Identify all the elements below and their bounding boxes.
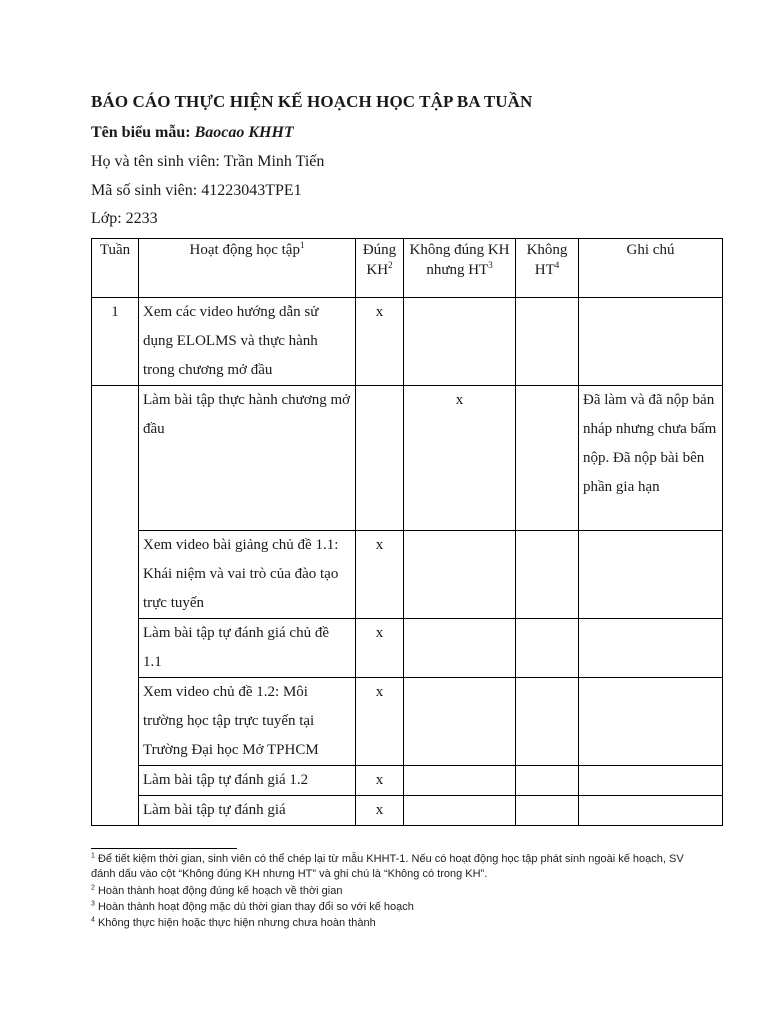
cell-not-done xyxy=(516,678,579,766)
cell-note xyxy=(579,766,723,796)
table-row xyxy=(92,678,723,766)
cell-on-plan: x xyxy=(356,298,404,386)
table-row xyxy=(92,766,723,796)
table-row xyxy=(92,531,723,619)
cell-note xyxy=(579,298,723,386)
cell-not-done xyxy=(516,796,579,826)
cell-note xyxy=(579,619,723,678)
form-name-line xyxy=(91,124,294,142)
cell-not-done xyxy=(516,766,579,796)
cell-on-plan: x xyxy=(356,531,404,619)
cell-week xyxy=(92,386,139,826)
cell-off-plan: x xyxy=(404,386,516,531)
footnote-4: $^4$ Không thực hiện hoặc thực hiện nhưng chưa hoàn thành xyxy=(91,916,376,929)
cell-week: 1 xyxy=(92,298,139,386)
footnote-divider xyxy=(91,848,237,849)
cell-activity: Xem các video hướng dẫn sử dụng ELOLMS và thực hành trong chương mở đầu xyxy=(139,298,356,386)
cell-note xyxy=(579,531,723,619)
table-row xyxy=(92,796,723,826)
header-off-plan: Không đúng KH nhưng $HT^3$ xyxy=(404,239,516,298)
cell-off-plan xyxy=(404,531,516,619)
student-name-line: Họ và tên sinh viên: Trần Minh Tiến xyxy=(91,153,325,170)
cell-not-done xyxy=(516,531,579,619)
cell-off-plan xyxy=(404,766,516,796)
cell-not-done xyxy=(516,386,579,531)
cell-activity: Xem video bài giảng chủ đề 1.1: Khái niệm và vai trò của đào tạo trực tuyến xyxy=(139,531,356,619)
table-row xyxy=(92,619,723,678)
table-row xyxy=(92,298,723,386)
cell-activity: Làm bài tập tự đánh giá 1.2 xyxy=(139,766,356,796)
class-line: Lớp: 2233 xyxy=(91,210,158,227)
cell-note xyxy=(579,678,723,766)
footnote-2: $^2$ Hoàn thành hoạt động đúng kế hoạch về thời gian xyxy=(91,884,343,897)
cell-on-plan: x xyxy=(356,619,404,678)
table-header-row xyxy=(92,239,723,298)
cell-on-plan xyxy=(356,386,404,531)
study-plan-table xyxy=(91,238,723,826)
cell-not-done xyxy=(516,619,579,678)
header-on-plan: Đúng $KH^2$ xyxy=(356,239,404,298)
cell-not-done xyxy=(516,298,579,386)
cell-activity: Làm bài tập tự đánh giá xyxy=(139,796,356,826)
cell-off-plan xyxy=(404,678,516,766)
cell-on-plan: x xyxy=(356,766,404,796)
cell-activity: Làm bài tập tự đánh giá chủ đề 1.1 xyxy=(139,619,356,678)
cell-activity: Làm bài tập thực hành chương mở đầu xyxy=(139,386,356,531)
document-title: BÁO CÁO THỰC HIỆN KẾ HOẠCH HỌC TẬP BA TUẦN xyxy=(91,92,533,111)
cell-on-plan: x xyxy=(356,678,404,766)
cell-off-plan xyxy=(404,298,516,386)
cell-off-plan xyxy=(404,796,516,826)
cell-note xyxy=(579,796,723,826)
cell-off-plan xyxy=(404,619,516,678)
cell-note: Đã làm và đã nộp bản nháp nhưng chưa bấm nộp. Đã nộp bài bên phần gia hạn xyxy=(579,386,723,531)
student-id-line: Mã số sinh viên: 41223043TPE1 xyxy=(91,182,302,199)
header-activity: Hoạt động học tập$^1$ xyxy=(139,239,356,298)
form-name: Baocao KHHT xyxy=(194,124,294,141)
footnote-1: $^1$ Để tiết kiệm thời gian, sinh viên có thể chép lại từ mẫu KHHT-1. Nếu có hoạt động học tập phát sinh ngoài kế hoạch, SV đánh dấu vào cột “Không đúng KH nhưng HT” và ghi chú là “Không có trong KH”. xyxy=(91,852,684,880)
header-not-done: Không $HT^4$ xyxy=(516,239,579,298)
header-note: Ghi chú xyxy=(579,239,723,298)
table-row xyxy=(92,386,723,531)
cell-activity: Xem video chủ đề 1.2: Môi trường học tập trực tuyến tại Trường Đại học Mở TPHCM xyxy=(139,678,356,766)
header-week: Tuần xyxy=(92,239,139,298)
form-label: Tên biểu mẫu: xyxy=(91,124,191,141)
footnote-3: $^3$ Hoàn thành hoạt động mặc dù thời gian thay đổi so với kế hoạch xyxy=(91,900,414,913)
cell-on-plan: x xyxy=(356,796,404,826)
